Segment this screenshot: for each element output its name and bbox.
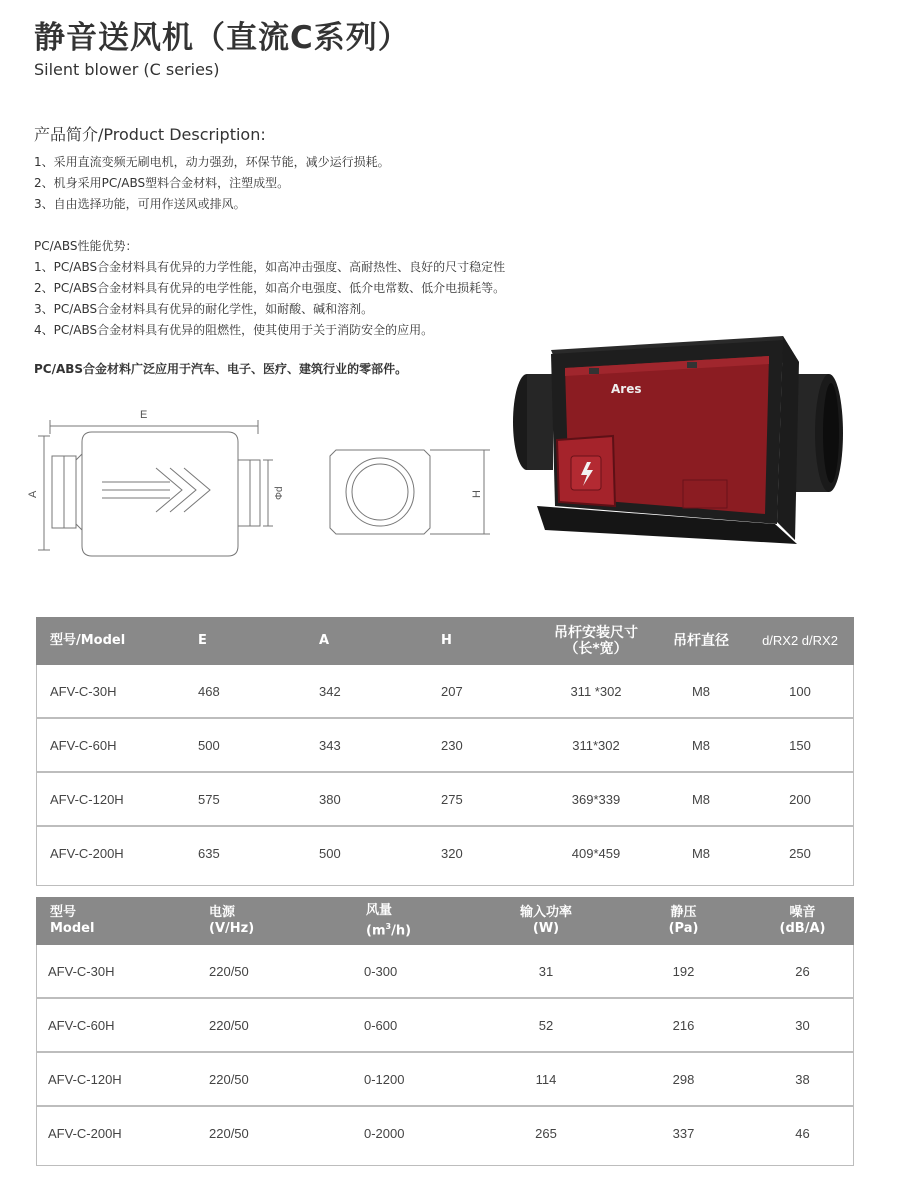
cell-h: 230: [421, 718, 536, 772]
col-airflow-cn: 风量: [366, 902, 393, 918]
cell-e: 635: [198, 845, 220, 861]
table-row: [36, 1106, 854, 1159]
advantages-heading: PC/ABS性能优势：: [34, 239, 138, 253]
table-row: [36, 1052, 854, 1106]
dimension-drawing: [20, 398, 500, 570]
col-duct: d/RX2 d/RX2: [746, 617, 854, 665]
cell-model: AFV-C-120H: [36, 1052, 191, 1106]
cell-noise: 46: [795, 1125, 810, 1141]
label-a: A: [27, 490, 39, 498]
col-input-power-cn: 输入功率: [519, 905, 572, 920]
cell-power-supply: 220/50: [191, 998, 336, 1052]
cell-model: AFV-C-120H: [36, 772, 196, 826]
cell-static-pressure: 298: [616, 1052, 751, 1106]
cell-a: 342: [301, 665, 421, 718]
col-airflow: [336, 897, 476, 945]
col-rod-size-line1: 吊杆安装尺寸: [554, 625, 638, 641]
col-noise: [751, 897, 854, 945]
table-row: [36, 998, 854, 1052]
table-header-row: [36, 617, 854, 665]
cell-airflow: 0-300: [336, 945, 476, 998]
cell-h: 275: [421, 772, 536, 826]
cell-noise: 30: [751, 998, 854, 1052]
col-rod-diameter: 吊杆直径: [656, 617, 746, 665]
cell-airflow: 0-1200: [336, 1052, 476, 1106]
label-d: Φd: [274, 486, 285, 500]
performance-table: [36, 897, 854, 1159]
cell-e: 500: [196, 718, 301, 772]
cell-input-power: 265: [535, 1125, 557, 1141]
col-model-en: Model: [50, 921, 95, 936]
page-subtitle: Silent blower (C series): [34, 60, 220, 79]
cell-model: AFV-C-60H: [36, 998, 191, 1052]
cell-a: 343: [301, 718, 421, 772]
col-noise-unit: (dB/A): [779, 921, 826, 936]
table-row: [36, 945, 854, 998]
advantage-item: 2、PC/ABS合金材料具有优异的电学性能，如高介电强度、低介电常数、低介电损耗等。: [34, 281, 506, 295]
col-a: A: [301, 617, 421, 665]
cell-power-supply: 220/50: [209, 1125, 249, 1141]
cell-static-pressure: 216: [616, 998, 751, 1052]
col-h: H: [421, 617, 536, 665]
cell-noise: 26: [751, 945, 854, 998]
cell-a: 380: [301, 772, 421, 826]
col-model: [36, 897, 191, 945]
table-header-row: [36, 897, 854, 945]
advantage-item: 3、PC/ABS合金材料具有优异的耐化学性，如耐酸、碱和溶剂。: [34, 302, 374, 316]
product-photo: [505, 330, 855, 570]
label-e: E: [140, 409, 148, 421]
cell-static-pressure: 337: [672, 1125, 695, 1141]
cell-duct: 150: [746, 718, 854, 772]
col-rod-size-line2: （长*宽）: [564, 641, 628, 657]
cell-model: AFV-C-60H: [36, 718, 196, 772]
cell-h: 320: [441, 845, 463, 861]
cell-model: AFV-C-30H: [36, 665, 196, 718]
col-input-power: [476, 897, 616, 945]
col-model: 型号/Model: [36, 617, 196, 665]
cell-airflow: 0-600: [336, 998, 476, 1052]
cell-rod-size: 311 *302: [536, 665, 656, 718]
col-pressure-unit: (Pa): [668, 921, 699, 936]
col-input-power-unit: (W): [532, 921, 560, 936]
cell-duct: 100: [746, 665, 854, 718]
cell-e: 468: [196, 665, 301, 718]
description-item: 2、机身采用PC/ABS塑料合金材料，注塑成型。: [34, 176, 290, 190]
cell-input-power: 52: [476, 998, 616, 1052]
cell-rod-size: 311*302: [536, 718, 656, 772]
cell-e: 575: [196, 772, 301, 826]
cell-rod-size: 409*459: [571, 845, 621, 861]
advantage-item: 4、PC/ABS合金材料具有优异的阻燃性，使其使用于关于消防安全的应用。: [34, 323, 434, 337]
col-static-pressure: [616, 897, 751, 945]
cell-rod-diameter: M8: [691, 845, 711, 861]
col-power-cn: 电源: [209, 905, 236, 920]
page-title: 静音送风机（直流C系列）: [34, 20, 410, 56]
table-row: [36, 665, 854, 718]
dimension-table: [36, 617, 854, 879]
table-row: [36, 718, 854, 772]
col-power-supply: [191, 897, 336, 945]
col-model-cn: 型号: [50, 905, 77, 920]
col-rod-size: [536, 617, 656, 665]
table-row: [36, 826, 854, 879]
cell-static-pressure: 192: [616, 945, 751, 998]
col-e: E: [196, 617, 301, 665]
cell-rod-diameter: M8: [656, 665, 746, 718]
application-note: PC/ABS合金材料广泛应用于汽车、电子、医疗、建筑行业的零部件。: [34, 362, 408, 376]
cell-rod-size: 369*339: [536, 772, 656, 826]
cell-input-power: 31: [476, 945, 616, 998]
col-airflow-unit: $(m^3/h)$: [366, 921, 412, 939]
cell-input-power: 114: [476, 1052, 616, 1106]
cell-rod-diameter: M8: [656, 718, 746, 772]
cell-duct: 250: [789, 845, 811, 861]
col-power-unit: (V/Hz): [209, 921, 255, 936]
cell-model: AFV-C-200H: [48, 1125, 122, 1141]
cell-model: AFV-C-200H: [50, 845, 124, 861]
cell-power-supply: 220/50: [191, 945, 336, 998]
cell-rod-diameter: M8: [656, 772, 746, 826]
cell-duct: 200: [746, 772, 854, 826]
col-pressure-cn: 静压: [670, 905, 697, 920]
table-row: [36, 772, 854, 826]
description-heading: 产品简介/Product Description:: [34, 125, 266, 144]
cell-a: 500: [319, 845, 341, 861]
cell-h: 207: [421, 665, 536, 718]
label-h: H: [471, 490, 483, 498]
col-noise-cn: 噪音: [789, 905, 816, 920]
brand-logo: Ares: [611, 382, 642, 396]
description-item: 1、采用直流变频无刷电机，动力强劲，环保节能，减少运行损耗。: [34, 155, 390, 169]
cell-noise: 38: [751, 1052, 854, 1106]
cell-power-supply: 220/50: [191, 1052, 336, 1106]
cell-model: AFV-C-30H: [36, 945, 191, 998]
advantage-item: 1、PC/ABS合金材料具有优异的力学性能，如高冲击强度、高耐热性、良好的尺寸稳定性: [34, 260, 506, 274]
description-item: 3、自由选择功能，可用作送风或排风。: [34, 197, 246, 211]
cell-airflow: 0-2000: [364, 1125, 405, 1141]
